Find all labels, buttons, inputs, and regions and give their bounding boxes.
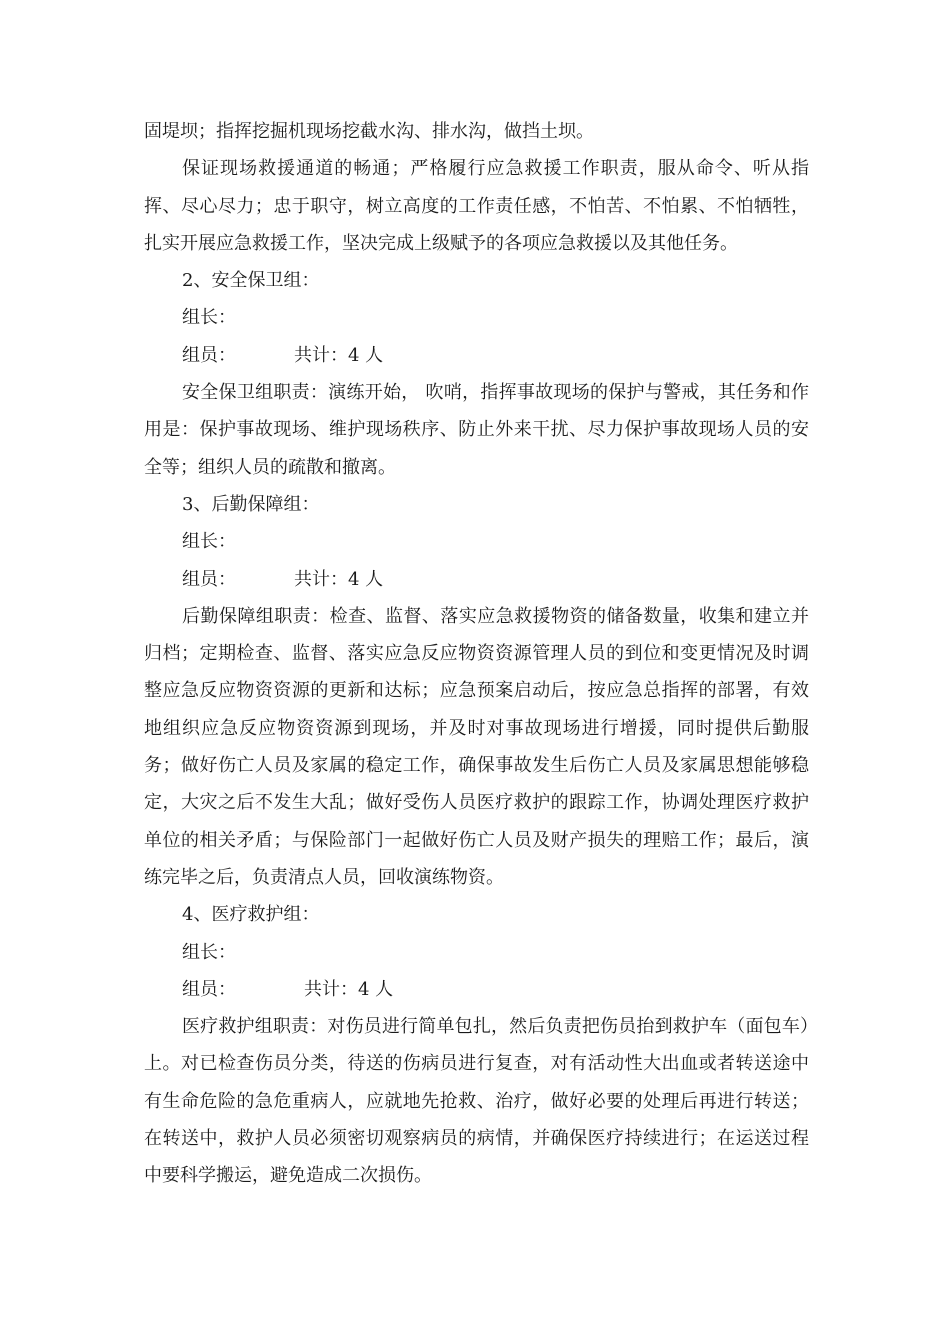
medical-members-total: 共计：4 人	[304, 978, 394, 1000]
logistics-members-label: 组员：	[182, 568, 236, 590]
medical-members-label: 组员：	[182, 978, 236, 1000]
medical-members-line	[144, 971, 809, 1008]
logistics-duty-paragraph: 后勤保障组职责：检查、监督、落实应急救援物资的储备数量，收集和建立并归档；定期检查、监督、落实应急反应物资资源管理人员的到位和变更情况及时调整应急反应物资资源的更新和达标；应急预案启动后，按应急总指挥的部署，有效地组织应急反应物资资源到现场，并及时对事故现场进行增援，同时提供后勤服务；做好伤亡人员及家属的稳定工作，确保事故发生后伤亡人员及家属思想能够稳定，大灾之后不发生大乱；做好受伤人员医疗救护的跟踪工作，协调处理医疗救护单位的相关矛盾；与保险部门一起做好伤亡人员及财产损失的理赔工作；最后，演练完毕之后，负责清点人员，回收演练物资。	[144, 605, 809, 888]
logistics-members-line	[144, 561, 809, 598]
logistics-leader-line: 组长：	[182, 531, 236, 553]
medical-duty-paragraph: 医疗救护组职责：对伤员进行简单包扎，然后负责把伤员抬到救护车（面包车）上。对已检查伤员分类，待送的伤病员进行复查，对有活动性大出血或者转送途中有生命危险的急危重病人，应就地先抢救、治疗，做好必要的处理后再进行转送；在转送中，救护人员必须密切观察病员的病情，并确保医疗持续进行；在运送过程中要科学搬运，避免造成二次损伤。	[144, 1016, 809, 1187]
section-title-medical: 4、医疗救护组：	[182, 904, 320, 926]
security-members-total: 共计：4 人	[294, 344, 384, 366]
security-members-line	[144, 337, 809, 374]
paragraph-continuation: 固堤坝；指挥挖掘机现场挖截水沟、排水沟，做挡土坝。	[144, 121, 594, 142]
security-duty-paragraph: 安全保卫组职责：演练开始， 吹哨，指挥事故现场的保护与警戒，其任务和作用是：保护事故现场、维护现场秩序、防止外来干扰、尽力保护事故现场人员的安全等；组织人员的疏散和撤离。	[144, 382, 809, 478]
security-members-label: 组员：	[182, 344, 236, 366]
logistics-members-total: 共计：4 人	[294, 568, 384, 590]
section-title-security: 2、安全保卫组：	[182, 270, 320, 292]
medical-leader-line: 组长：	[182, 941, 236, 963]
paragraph-general-duty: 保证现场救援通道的畅通；严格履行应急救援工作职责，服从命令、听从指挥、尽心尽力；忠于职守，树立高度的工作责任感，不怕苦、不怕累、不怕牺牲，扎实开展应急救援工作，坚决完成上级赋予的各项应急救援以及其他任务。	[144, 158, 809, 254]
section-title-logistics: 3、后勤保障组：	[182, 493, 320, 515]
security-leader-line: 组长：	[182, 307, 236, 329]
